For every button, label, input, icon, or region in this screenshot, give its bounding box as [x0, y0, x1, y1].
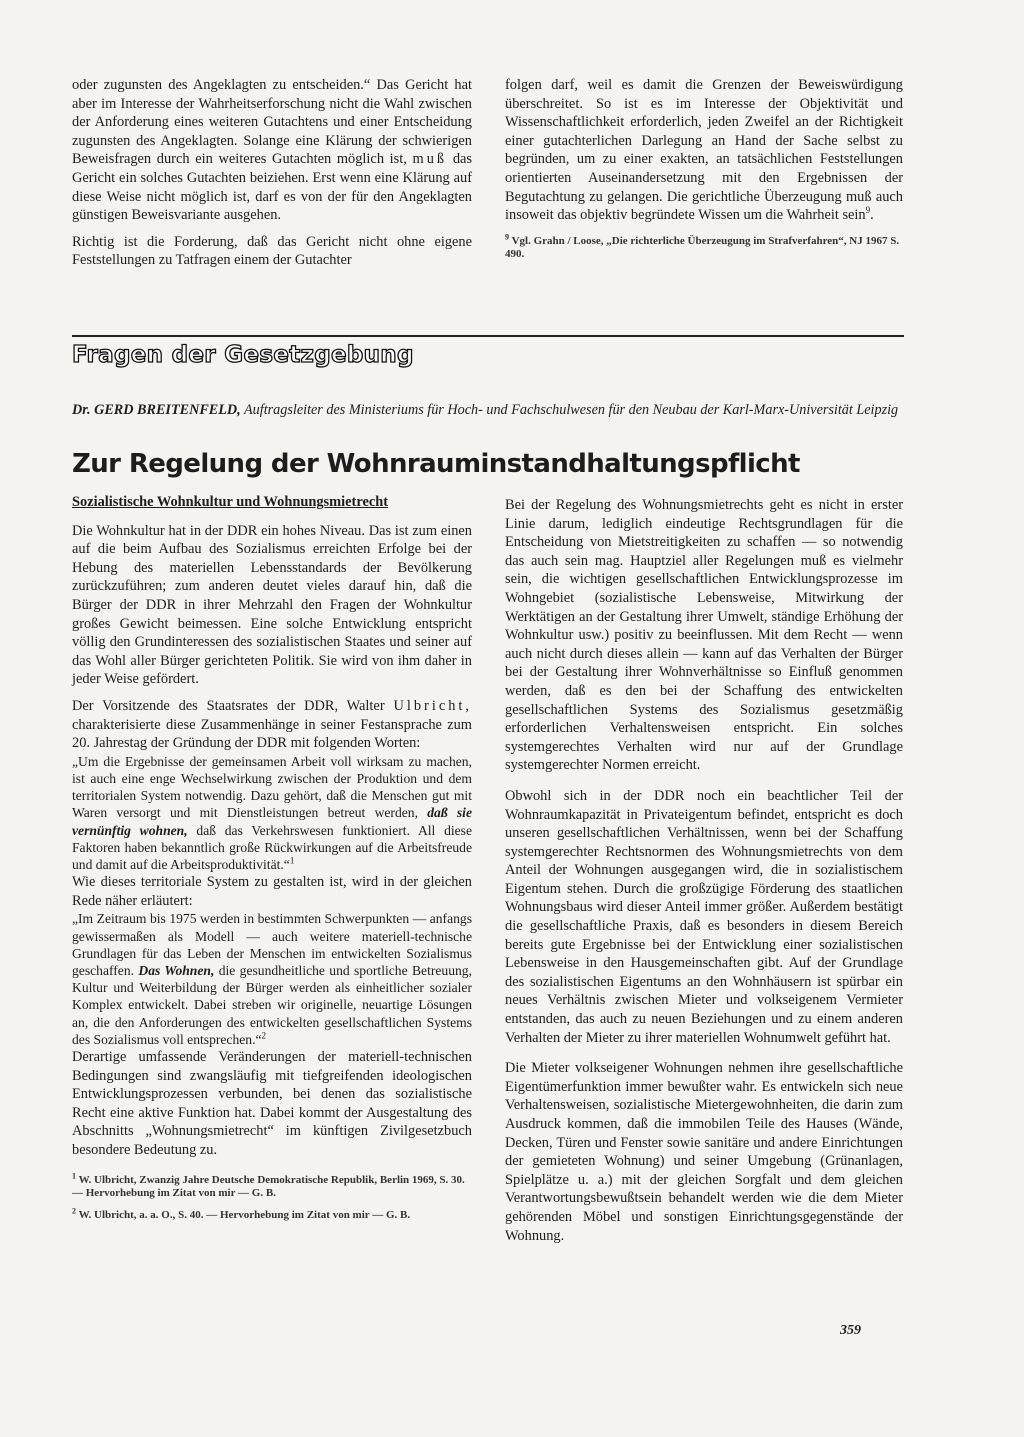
- article-paragraph: Obwohl sich in der DDR noch ein beachtlicher Teil der Wohnraumkapazität in Privateigentum befindet, entspricht es doch unseren gesellschaftlichen Verhältnissen, wenn bei der Schaffung systemgerechter Rechtsnormen des Wohnungsmietrechts von dem Anteil der Wohnungen ausgegangen wird, die in sozialistischem Eigentum stehen. Durch die großzügige Förderung des staatlichen Wohnungsbaus wird dieser Anteil immer größer. Außerdem bestätigt die gesellschaftliche Praxis, daß es besonders in diesem Bereich bereits gute Ergebnisse bei der Entwicklung einer sozialistischen Lebensweise in den Hausgemeinschaften gibt. Auf der Grundlage des sozialistischen Eigentums an den Wohnhäusern ist spürbar ein neues Verhältnis zwischen Mieter und volkseigenem Vermieter entstanden, das auch zu neuen Beziehungen und zu einem anderen Verhalten der Mieter zu ihrer materiellen Wohnumwelt geführt hat.: [505, 787, 903, 1046]
- author-line: [72, 401, 912, 420]
- article-paragraph: Die Mieter volkseigener Wohnungen nehmen ihre gesellschaftliche Eigentümerfunktion immer bewußter wahr. Es entwickeln sich neue Verhaltensweisen, sozialistische Mietergewohnheiten, die darin zum Ausdruck kommen, daß die immobilen Teile des Hauses (Wände, Decken, Türen und Fenster sowie sanitäre und andere Einrichtungen der gemieteten Wohnung) und seiner Umgebung (Grünanlagen, Spielplätze u. a.) mit der gleichen Sorgfalt und dem gleichen Verantwortungsbewußtsein behandelt werden wie die dem Mieter gehörenden Möbel und sonstigen Einrichtungsgegenstände der Wohnung.: [505, 1060, 903, 1244]
- footnote-ref: 1: [289, 855, 295, 866]
- footnote-1: $^1$ W. Ulbricht, Zwanzig Jahre Deutsche Demokratische Republik, Berlin 1969, S. 30. — Hervorhebung im Zitat von mir — G. B.: [72, 1170, 465, 1200]
- quote-emphasis: daß sie vernünftig wohnen,: [72, 805, 472, 838]
- footnote-ref: 9: [865, 205, 871, 216]
- article-paragraph: Derartige umfassende Veränderungen der materiell-technischen Bedingungen sind zwangsläufig mit tiefgreifenden ideologischen Entwicklungsprozessen verbunden, bei denen das sozialistische Recht eine aktive Funktion hat. Dabei kommt der Ausgestaltung des Abschnitts „Wohnungsmietrecht“ im künftigen Zivilgesetzbuch besondere Bedeutung zu.: [72, 1048, 472, 1158]
- top-left-column: [72, 76, 472, 278]
- subheading: Sozialistische Wohnkultur und Wohnungsmietrecht: [72, 494, 389, 510]
- author-name: Dr. GERD BREITENFELD,: [72, 402, 241, 418]
- top-left-paragraph-2: Richtig ist die Forderung, daß das Gericht nicht ohne eigene Feststellungen zu Tatfragen einem der Gutachter: [72, 233, 472, 269]
- section-divider: [72, 335, 904, 337]
- footnote-ref: 2: [261, 1030, 267, 1041]
- article-right-column: [505, 496, 903, 1253]
- footnote-2: $^2$ W. Ulbricht, a. a. O., S. 40. — Hervorhebung im Zitat von mir — G. B.: [72, 1205, 411, 1221]
- footnote-9: $^9$ Vgl. Grahn / Loose, „Die richterliche Überzeugung im Strafverfahren“, NJ 1967 S. 490.: [505, 232, 900, 261]
- article-paragraph: Die Wohnkultur hat in der DDR ein hohes Niveau. Das ist zum einen auf die beim Aufbau des Sozialismus erreichten Erfolge bei der Hebung des materiellen Lebensstandards der Bevölkerung zurückzuführen; zum anderen deutet vieles darauf hin, daß die Bürger der DDR in ihrer Mehrzahl den Fragen der Wohnkultur großes Gewicht beimessen. Eine solche Entwicklung entspricht völlig den Grundinteressen des sozialistischen Staates und seiner auf das Wohl aller Bürger gerichteten Politik. Sie wird von ihm daher in jeder Weise gefördert.: [72, 522, 472, 688]
- article-paragraph: Der Vorsitzende des Staatsrates der DDR, Walter Ulbricht, charakterisierte diese Zusammenhänge in seiner Festansprache zum 20. Jahrestag der Gründung der DDR mit folgenden Worten:: [72, 697, 472, 752]
- quotation-2: „Im Zeitraum bis 1975 werden in bestimmten Schwerpunkten — anfangs gewissermaßen als Modell — auch weitere materiell-technische Grundlagen für das Leben der Menschen im entwickelten Sozialismus geschaffen. Das Wohnen, die gesundheitliche und sportliche Betreuung, Kultur und Weiterbildung der Bürger werden als einheitlicher sozialer Komplex entwickelt. Dabei streben wir originelle, neuartige Lösungen an, die den Anforderungen des entwickelten gesellschaftlichen Systems des Sozialismus voll entsprechen.“$^2$: [72, 911, 472, 1047]
- name-emphasis: Ulbricht,: [393, 697, 472, 714]
- article-paragraph: Bei der Regelung des Wohnungsmietrechts geht es nicht in erster Linie darum, lediglich eindeutige Rechtsgrundlagen für die Entscheidung von Mietstreitigkeiten zu schaffen — so notwendig das auch sein mag. Hauptziel aller Regelungen muß es vielmehr sein, die wichtigen gesellschaftlichen Entwicklungsprozesse im Wohngebiet (sozialistische Lebensweise, Mitwirkung der Werktätigen an der Gestaltung ihrer Umwelt, ständige Erhöhung der Wohnkultur usw.) positiv zu beeinflussen. Mit dem Recht — wenn auch nicht durch dieses allein — kann auf das Verhalten der Bürger bei der Gestaltung ihrer Wohnverhältnisse so Einfluß genommen werden, daß es den bei der Schaffung des entwickelten gesellschaftlichen Systems des Sozialismus gesetzmäßig erforderlichen Verhaltensweisen entspricht. Ein solches systemgerechtes Verhalten wird nur auf der Grundlage systemgerechter Normen erreicht.: [505, 497, 903, 774]
- top-left-paragraph-1: oder zugunsten des Angeklagten zu entscheiden.“ Das Gericht hat aber im Interesse der Wahrheitserforschung nicht die Wahl zwischen der Anforderung eines weiteren Gutachtens und einer Entscheidung zugunsten des Angeklagten. Solange eine Klärung der schwierigen Beweisfragen durch ein weiteres Gutachten möglich ist, muß das Gericht ein solches Gutachten beiziehen. Erst wenn eine Klärung auf diese Weise nicht möglich ist, darf es von der für den Angeklagten günstigen Beweisvariante ausgehen.: [72, 77, 472, 224]
- article-title: Zur Regelung der Wohnrauminstandhaltungspflicht: [72, 449, 800, 479]
- top-right-column: [505, 76, 903, 270]
- author-role: Auftragsleiter des Ministeriums für Hoch- und Fachschulwesen für den Neubau der Karl-Marx-Universität Leipzig: [244, 402, 899, 418]
- top-right-paragraph-1: folgen darf, weil es damit die Grenzen der Beweiswürdigung überschreitet. So ist es im Interesse der Objektivität und Wissenschaftlichkeit erforderlich, jeden Zweifel an der Richtigkeit einer gutachterlichen Darlegung an Hand der Sache selbst zu begründen, um zu einer exakten, an tatsächlichen Feststellungen orientierten Auseinandersetzung mit den Ergebnissen der Begutachtung zu gelangen. Die gerichtliche Überzeugung muß auch insoweit das objektiv begründete Wissen um die Wahrheit sein$^9$.: [505, 77, 903, 224]
- page-number: 359: [840, 1323, 861, 1338]
- quote-emphasis: Das Wohnen,: [138, 962, 215, 978]
- article-left-column: [72, 493, 472, 1230]
- emphasis: muß: [412, 151, 448, 168]
- article-paragraph: Wie dieses territoriale System zu gestalten ist, wird in der gleichen Rede näher erläutert:: [72, 874, 472, 909]
- section-title: Fragen der Gesetzgebung: [72, 342, 414, 368]
- quotation-1: „Um die Ergebnisse der gemeinsamen Arbeit voll wirksam zu machen, ist auch eine enge Wechselwirkung zwischen der Produktion und dem territorialen System notwendig. Dazu gehört, daß die Menschen gut mit Waren versorgt und mit Dienstleistungen betreut werden, daß sie vernünftig wohnen, daß das Verkehrswesen funktioniert. All diese Faktoren haben bekanntlich große Rückwirkungen auf die Arbeitsfreude und damit auf die Arbeitsproduktivität.“$^1$: [72, 753, 472, 872]
